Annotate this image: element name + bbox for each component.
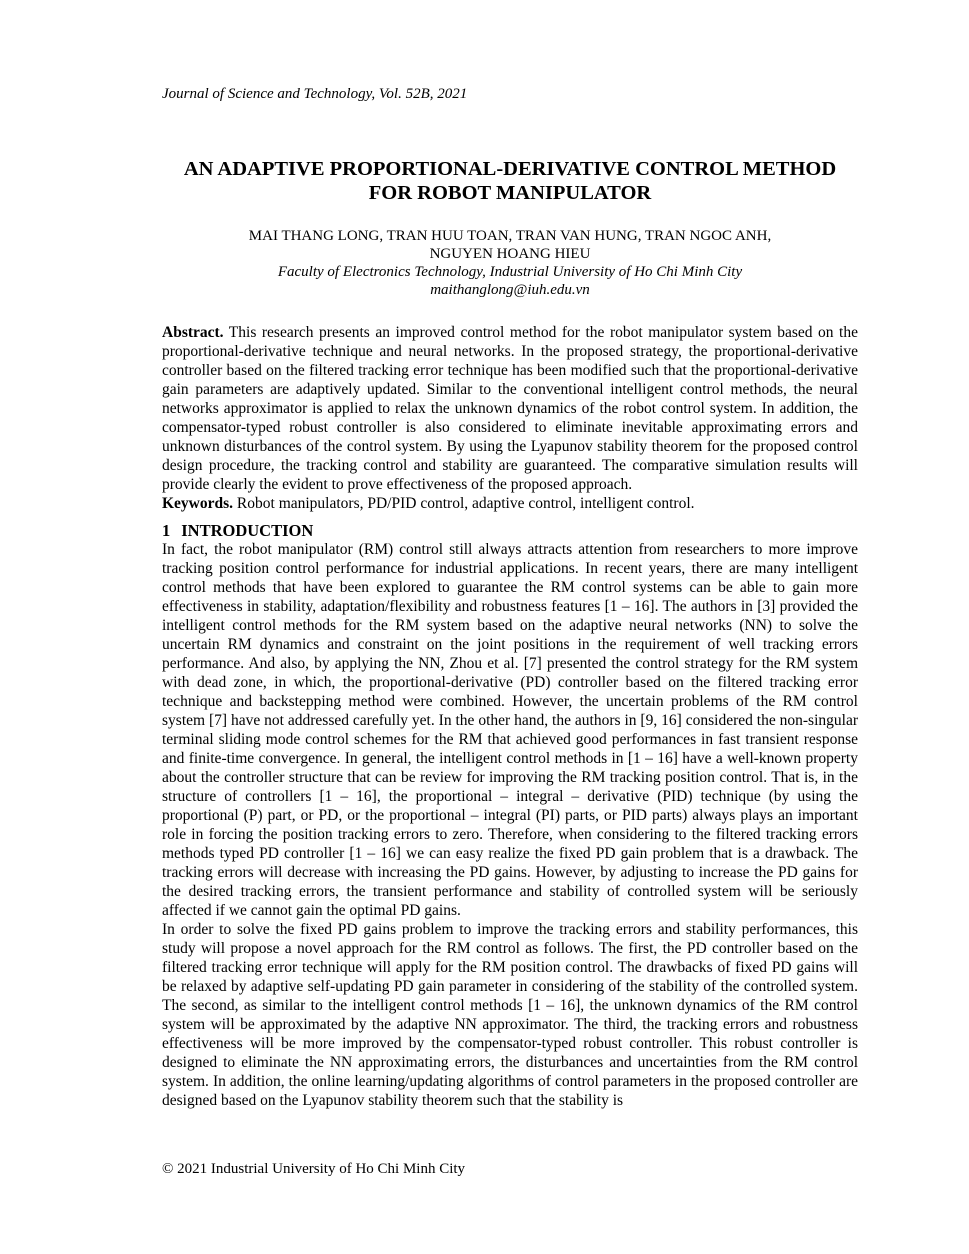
abstract-label: Abstract. (162, 324, 224, 341)
paper-title-line-1: AN ADAPTIVE PROPORTIONAL-DERIVATIVE CONTROL METHOD (183, 158, 837, 180)
section-title: INTRODUCTION (181, 521, 314, 540)
section-heading-introduction (162, 522, 858, 540)
paper-title-line-2: FOR ROBOT MANIPULATOR (368, 182, 652, 204)
keywords-text: Robot manipulators, PD/PID control, adaptive control, intelligent control. (233, 495, 695, 512)
introduction-paragraph-2: In order to solve the fixed PD gains problem to improve the tracking errors and stability performances, this study will propose a novel approach for the RM control as follows. The first, the PD controller based on the filtered tracking error technique will apply for the RM position control. The drawbacks of fixed PD gains will be relaxed by adaptive self-updating PD gain parameter in considering of the stability of the controlled system. The second, as similar to the intelligent control methods [1 – 16], the unknown dynamics of the RM control system will be approximated by the adaptive NN approximator. The third, the tracking errors and robustness effectiveness will be more improved by the compensator-typed robust controller. This robust controller is designed to eliminate the NN approximating errors, the disturbances and uncertainties from the RM control system. In addition, the online learning/updating algorithms of control parameters in the proposed controller are designed based on the Lyapunov stability theorem such that the stability is (162, 921, 858, 1109)
page-content (162, 0, 858, 1110)
abstract-paragraph (162, 323, 858, 494)
abstract-text: This research presents an improved control method for the robot manipulator system based on the proportional-derivative technique and neural networks. In the proposed strategy, the proportional-derivative controller based on the filtered tracking error technique has been modified such that the proportional-derivative gain parameters are adaptively updated. Similar to the conventional intelligent control methods, the neural networks approximator is applied to relax the unknown dynamics of the robot control system. In addition, the compensator-typed robust controller is also considered to eliminate inevitable approximating errors and unknown disturbances of the control system. By using the Lyapunov stability theorem for the proposed control design procedure, the tracking control and stability are guaranteed. The comparative simulation results will provide clearly the evident to prove effectiveness of the proposed approach. (162, 324, 858, 493)
journal-header: Journal of Science and Technology, Vol. 52B, 2021 (162, 86, 468, 102)
footer-copyright: © 2021 Industrial University of Ho Chi Minh City (162, 1161, 466, 1177)
keywords-line (162, 494, 858, 513)
introduction-paragraph-1: In fact, the robot manipulator (RM) control still always attracts attention from researchers to more improve tracking position control performance for industrial applications. In recent years, there are many intelligent control methods that have been explored to guarantee the RM control systems can be able to gain more effectiveness in stability, adaptation/flexibility and robustness features [1 – 16]. The authors in [3] provided the intelligent control methods for the RM system based on the adaptive neural networks (NN) to solve the uncertain RM dynamics and constraint on the joint positions in the requirement of well tracking errors performance. And also, by applying the NN, Zhou et al. [7] presented the control strategy for the RM system with dead zone, in which, the proportional-derivative (PD) controller based on the filtered tracking error technique and backstepping method were combined. However, the uncertain problems of the RM control system [7] have not addressed carefully yet. In the other hand, the authors in [9, 16] considered the non-singular terminal sliding mode control schemes for the RM that achieved good performances in fast transient response and finite-time convergence. In general, the intelligent control methods in [1 – 16] have a well-known property about the controller structure that can be review for improving the RM tracking position control. That is, in the structure of controllers [1 – 16], the proportional – integral – derivative (PID) technique (by using the proportional (P) part, or PD, or the proportional – integral (PI) parts, or PID parts) always plays an important role in forcing the position tracking errors to zero. Therefore, when considering to the filtered tracking errors methods typed PD controller [1 – 16] we can easy realize the fixed PD gain problem that is a drawback. The tracking errors will decrease with increasing the PD gains. However, by adjusting to increase the PD gains for the desired tracking errors, the transient performance and stability of controlled system will be seriously affected if we cannot gain the optimal PD gains. (162, 541, 858, 919)
section-number: 1 (162, 521, 171, 540)
keywords-label: Keywords. (162, 495, 234, 512)
contact-email: maithanglong@iuh.edu.vn (430, 282, 590, 298)
paper-title (162, 157, 858, 205)
author-list (162, 227, 858, 263)
author-list-line-1: MAI THANG LONG, TRAN HUU TOAN, TRAN VAN HUNG, TRAN NGOC ANH, (248, 228, 772, 244)
author-list-line-2: NGUYEN HOANG HIEU (429, 246, 591, 262)
affiliation: Faculty of Electronics Technology, Industrial University of Ho Chi Minh City (277, 264, 743, 280)
